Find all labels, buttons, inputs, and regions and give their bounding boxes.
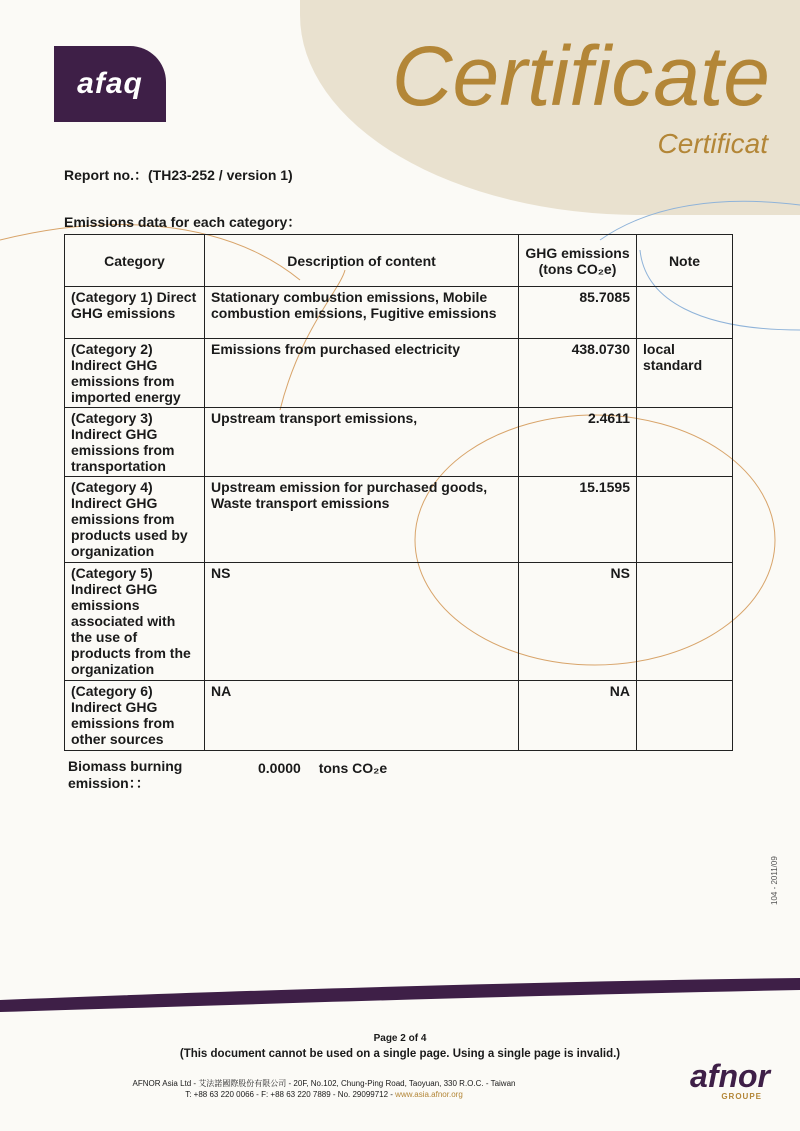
note-cell xyxy=(637,477,733,563)
disclaimer: (This document cannot be used on a single page. Using a single page is invalid.) xyxy=(179,1048,621,1060)
note-cell: local standard xyxy=(637,339,733,408)
note-cell xyxy=(637,563,733,681)
value-cell: 15.1595 xyxy=(519,477,637,563)
table-row xyxy=(65,287,733,339)
table-row xyxy=(65,681,733,751)
certificate-subtitle: Certificat xyxy=(657,128,768,159)
header-category: Category xyxy=(65,235,205,287)
table-row xyxy=(65,408,733,477)
biomass-value-line xyxy=(258,760,387,776)
afnor-logo xyxy=(640,1060,770,1101)
footer-contact xyxy=(64,1089,584,1100)
description-cell: NS xyxy=(205,563,519,681)
header-description: Description of content xyxy=(205,235,519,287)
header-note: Note xyxy=(637,235,733,287)
value-cell: NA xyxy=(519,681,637,751)
header-ghg: GHG emissions (tons CO₂e) xyxy=(519,235,637,287)
category-cell: (Category 4) Indirect GHG emissions from products used by organization xyxy=(65,477,205,563)
table-row xyxy=(65,339,733,408)
section-title: Emissions data for each category： xyxy=(64,214,302,230)
table-row xyxy=(65,477,733,563)
category-cell: (Category 2) Indirect GHG emissions from imported energy xyxy=(65,339,205,408)
footer-address: AFNOR Asia Ltd - 艾法諾國際股份有限公司 - 20F, No.102, Chung-Ping Road, Taoyuan, 330 R.O.C. - Taiwan xyxy=(132,1079,516,1088)
side-form-code: 104 - 2011/09 xyxy=(770,856,779,905)
value-cell: 2.4611 xyxy=(519,408,637,477)
biomass-label-text: Biomass burning emission：： xyxy=(68,758,183,791)
value-cell: NS xyxy=(519,563,637,681)
afnor-logo-text: afnor xyxy=(690,1058,770,1094)
note-cell xyxy=(637,681,733,751)
category-cell: (Category 6) Indirect GHG emissions from other sources xyxy=(65,681,205,751)
footer-contact-text: T: +88 63 220 0066 - F: +88 63 220 7889 - No. 29099712 - xyxy=(185,1090,396,1099)
category-cell: (Category 3) Indirect GHG emissions from transportation xyxy=(65,408,205,477)
certificate-title: Certificate xyxy=(391,29,770,123)
page-number: Page 2 of 4 xyxy=(373,1033,427,1044)
biomass-value: 0.0000 xyxy=(258,760,301,776)
value-cell: 85.7085 xyxy=(519,287,637,339)
category-cell: (Category 1) Direct GHG emissions xyxy=(65,287,205,339)
afaq-logo-text: afaq xyxy=(77,67,143,100)
biomass-label xyxy=(68,758,218,792)
table-row xyxy=(65,563,733,681)
value-cell: 438.0730 xyxy=(519,339,637,408)
note-cell xyxy=(637,287,733,339)
footer-website-link[interactable]: www.asia.afnor.org xyxy=(395,1090,463,1099)
note-cell xyxy=(637,408,733,477)
description-cell: Upstream transport emissions, xyxy=(205,408,519,477)
description-cell: NA xyxy=(205,681,519,751)
description-cell: Emissions from purchased electricity xyxy=(205,339,519,408)
description-cell: Stationary combustion emissions, Mobile combustion emissions, Fugitive emissions xyxy=(205,287,519,339)
afaq-logo xyxy=(54,46,166,122)
biomass-unit: tons CO₂e xyxy=(318,760,388,776)
footer-band xyxy=(0,972,800,1016)
emissions-table xyxy=(64,234,733,751)
table-header-row xyxy=(65,235,733,287)
report-number: Report no.：(TH23-252 / version 1) xyxy=(64,167,293,183)
category-cell: (Category 5) Indirect GHG emissions associated with the use of products from the organization xyxy=(65,563,205,681)
description-cell: Upstream emission for purchased goods, Waste transport emissions xyxy=(205,477,519,563)
afnor-groupe-text: GROUPE xyxy=(721,1092,762,1101)
